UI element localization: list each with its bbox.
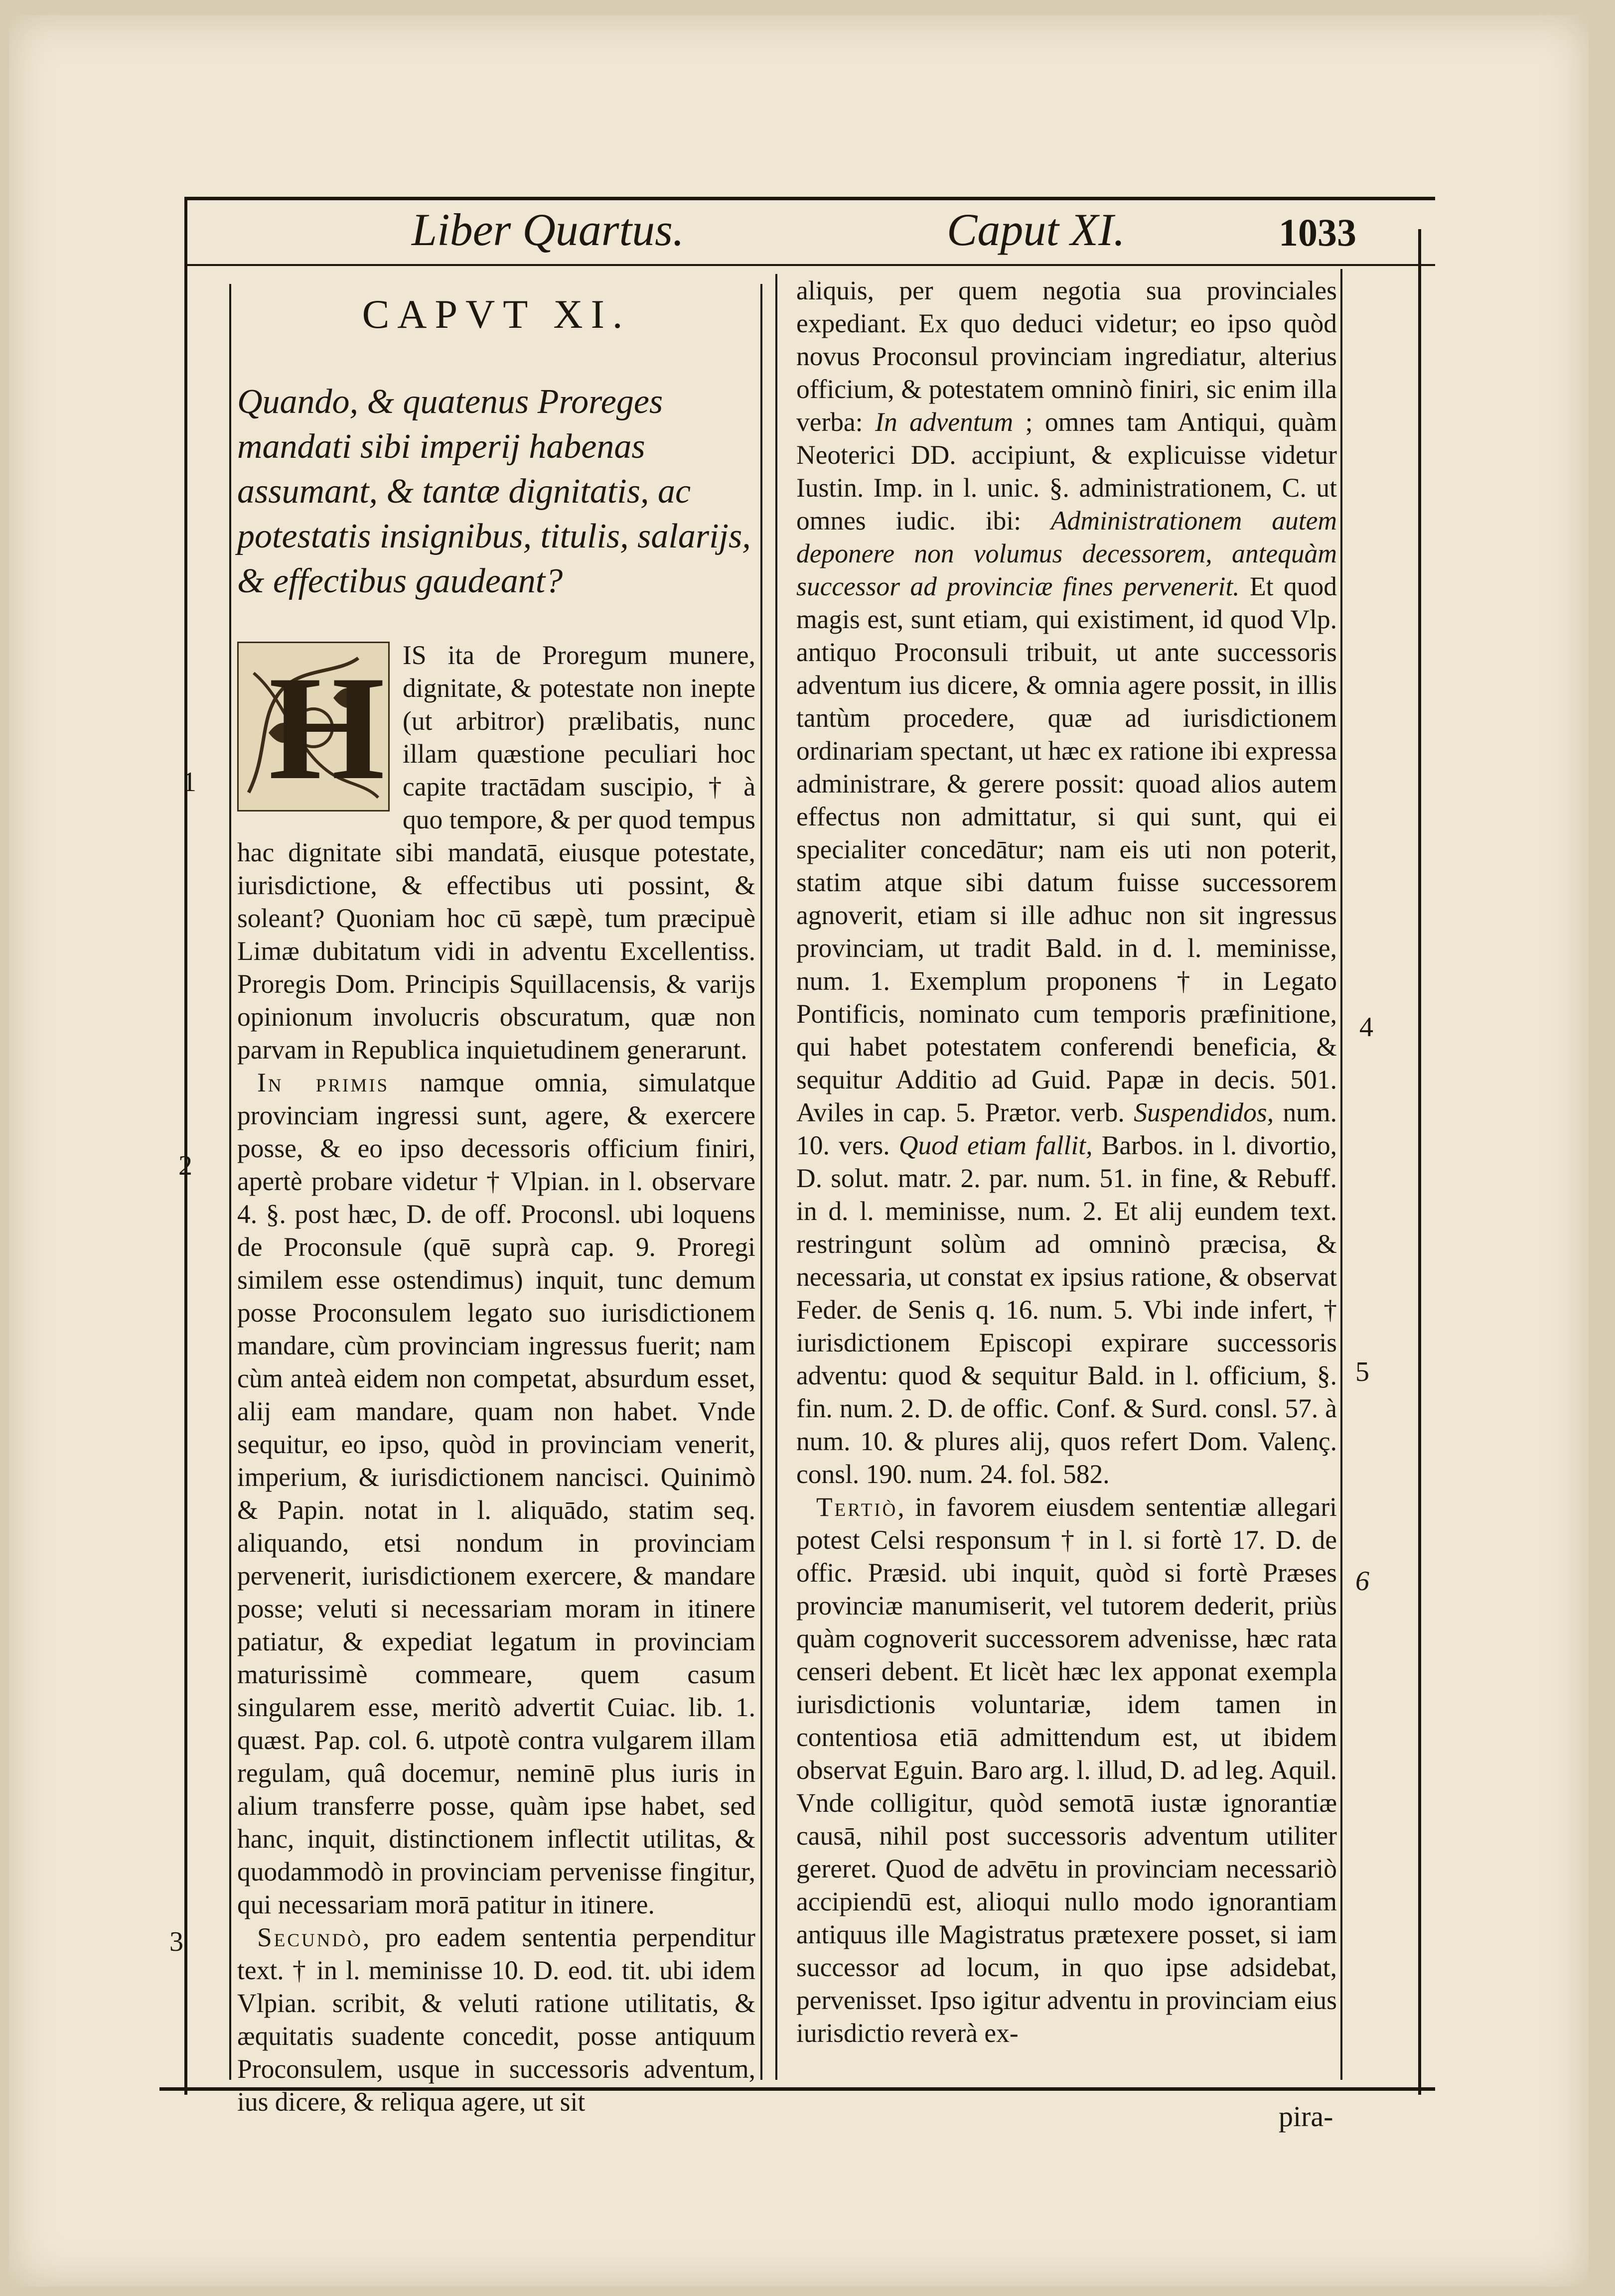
column-rule-right [775, 274, 777, 2080]
right-text-e: Barbos. in l. divortio, D. solut. matr. 2. par. num. 51. in fine, & Rebuff. in d. l. meminisse, num. 2. Et alij eundem text. restringunt solùm ad omninò præcisa, & necessaria, ut constat ex ipsius ratione, & observat Feder. de Senis q. 16. num. 5. Vbi inde infert, † iurisdictionem Episcopi expirare successoris adventu: quod & sequitur Bald. in l. officium, §. fin. num. 2. D. de offic. Conf. & Surd. consl. 57. à num. 10. & plures alij, quos refert Dom. Valenç. consl. 190. num. 24. fol. 582. [796, 1130, 1337, 1489]
right-text-a: aliquis, per quem negotia sua provinciales expediant. Ex quo deduci videtur; eo ipso quòd novus Proconsul provinciam ingrediatur, alterius officium, & potestatem omninò finiri, sic enim illa verba: [796, 275, 1337, 437]
margin-number-6: 6 [1355, 1566, 1369, 1597]
left-column [237, 291, 755, 2118]
chapter-summary: Quando, & quatenus Proreges mandati sibi imperij habenas assumant, & tantæ dignitatis, ac potestatis insignibus, titulis, salarijs, & effectibus gaudeant? [237, 383, 751, 600]
ornamental-initial [237, 642, 390, 811]
book-page [9, 15, 1589, 2287]
right-paragraph-1 [796, 274, 1337, 1490]
right-column [796, 274, 1337, 2049]
margin-number-3: 3 [169, 1926, 183, 1957]
right-text-d: num. 10. vers. [796, 1097, 1337, 1160]
quote-administrationem: Administrationem autem deponere non volumus decessorem, antequàm successor ad provinciæ fines pervenerit. [796, 506, 1337, 601]
page-number: 1033 [1279, 211, 1356, 254]
frame-rule-left [184, 197, 187, 2095]
header-rule [184, 197, 1435, 200]
quote-suspendidos: Suspendidos, [1134, 1097, 1274, 1127]
running-head-center: Caput XI. [947, 204, 1125, 255]
right-column-rule [1340, 269, 1342, 2080]
frame-rule-top [184, 264, 1435, 266]
running-head-left: Liber Quartus. [412, 204, 684, 255]
chapter-title: CAPVT XI. [362, 291, 631, 337]
margin-number-1: 1 [182, 767, 196, 798]
paragraph-3-text: , pro eadem sententia perpenditur text. † in l. meminisse 10. D. eod. tit. ubi idem Vlpian. scribit, & veluti ratione utilitatis, & æquitatis suadente concedit, posse antiquum Proconsulem, usque in successoris adventum, ius dicere, & reliqua agere, ut sit [237, 1922, 755, 2117]
paragraph-2-text: namque omnia, simulatque provinciam ingressi sunt, agere, & exercere posse, & eo ipso decessoris officium finiri, apertè probare videtur † Vlpian. in l. observare 4. §. post hæc, D. de off. Proconsl. ubi loquens de Proconsule (quē suprà cap. 9. Proregi similem esse ostendimus) inquit, tunc demum posse Proconsulem legato suo iurisdictionem mandare, cùm provinciam ingressus fuerit; nam cùm anteà eidem non competat, absurdum esset, alij eam mandare, quam non habet. Vnde sequitur, eo ipso, quòd in provinciam venerit, imperium, & iurisdictionem nancisci. Quinimò & Papin. notat in l. aliquādo, statim seq. aliquando, etsi nondum in provinciam pervenerit, iurisdictionem exercere, & mandare posse; veluti si necessariam moram in itinere patiatur, & expediat legatum in provinciam maturissimè commeare, quem casum singularem esse, meritò advertit Cuiac. lib. 1. quæst. Pap. col. 6. utpotè contra vulgarem illam regulam, quâ docemur, neminē plus iuris in alium transferre posse, quàm ipse habet, sed hanc, inquit, distinctionem inflectit utilitas, & quodammodò in provinciam pervenisse fingitur, qui necessariam morā patitur in itinere. [237, 1068, 755, 1919]
column-rule-left [760, 284, 762, 2080]
paragraph-3-lead: Secundò [257, 1922, 363, 1952]
paragraph-1: IS ita de Proregum munere, dignitate, & potestate non inepte (ut arbitror) prælibatis, nunc illam quæstione peculiari hoc capite tractādam suscipio, † à quo tempore, & per quod tempus hac dignitate sibi mandatā, eiusque potestate, iurisdictione, & effectibus uti possint, & soleant? Quoniam hoc cū sæpè, tum præcipuè Limæ dubitatum vidi in adventu Excellentiss. Proregis Dom. Principis Squillacensis, & varijs opinionum involucris obscuratum, quæ non parvam in Republica inquietudinem generarunt. [237, 640, 755, 1065]
right-text-b: ; omnes tam Antiqui, quàm Neoterici DD. accipiunt, & explicuisse videtur Iustin. Imp. in l. unic. §. administrationem, C. ut omnes iudic. ibi: [796, 407, 1337, 536]
margin-number-4: 4 [1359, 1012, 1373, 1043]
paragraph-3 [237, 1921, 755, 2118]
catchword: pira- [1279, 2100, 1333, 2133]
frame-rule-right [1418, 229, 1421, 2095]
text-block-left-rule [229, 284, 231, 2080]
margin-number-5: 5 [1355, 1356, 1369, 1387]
margin-number-2: 2 [178, 1150, 192, 1181]
quote-in-adventum: In adventum [875, 407, 1014, 437]
quote-quod-etiam-fallit: Quod etiam fallit, [898, 1130, 1093, 1160]
right-paragraph-2-text: , in favorem eiusdem sententiæ allegari potest Celsi responsum † in l. si fortè 17. D. de offic. Præsid. ubi inquit, quòd si fortè Præses provinciæ manumiserit, vel tutorem dederit, priùs quàm cognoverit successorem advenisse, hæc rata censeri debent. Et licèt hæc lex apponat exempla iurisdictionis voluntariæ, idem tamen in contentiosa etiā admittendum est, ut ibidem observat Eguin. Baro arg. l. illud, D. ad leg. Aquil. Vnde colligitur, quòd semotā iustæ ignorantiæ causā, nihil post successoris adventum utiliter gereret. Quod de advētu in provinciam necessariò accipiendū est, alioqui nullo modo ignorantiam antiquus ille Magistratus prætexere posset, si iam successor ad locum, in quo ipse adsidebat, pervenisset. Ipso igitur adventu in provinciam eius iurisdictio reverà ex- [796, 1492, 1337, 2048]
paragraph-2 [237, 1066, 755, 1921]
initial-letter: H [269, 645, 385, 810]
right-paragraph-2 [796, 1490, 1337, 2049]
paragraph-2-lead: In primis [257, 1068, 390, 1097]
right-text-c: Et quod magis est, sunt etiam, qui existiment, id quod Vlp. antiquo Proconsuli tribuit, ut ante successoris adventum ius dicere, & omnia agere possit, in illis tantùm procedere, quæ ad iurisdictionem ordinariam spectant, ut hæc ex ratione ibi expressa administrare, & gerere possit: quoad alios autem effectus non admittatur, si qui sunt, qui ei specialiter concedātur; nam eis uti non poterit, statim atque sibi datum fuisse successorem agnoverit, etiam si ille adhuc non sit ingressus provinciam, ut tradit Bald. in d. l. meminisse, num. 1. Exemplum proponens † in Legato Pontificis, nominato cum temporis præfinitione, qui habet potestatem conferendi beneficia, & sequitur Additio ad Guid. Papæ in decis. 501. Aviles in cap. 5. Prætor. verb. [796, 571, 1337, 1127]
right-paragraph-2-lead: Tertiò [816, 1492, 898, 1522]
